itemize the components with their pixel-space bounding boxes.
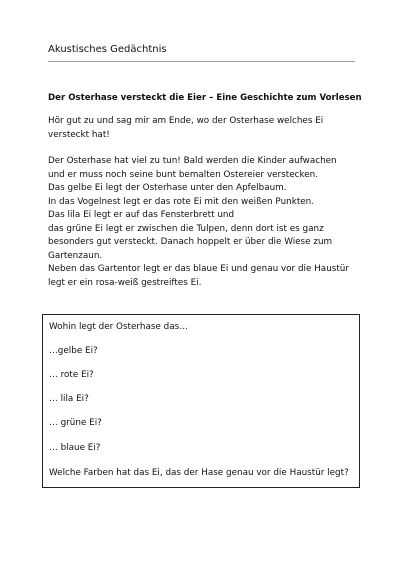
story-intro [48, 115, 358, 142]
quiz-item-gelb: …gelbe Ei? [49, 346, 98, 356]
story-line: Das lila Ei legt er auf das Fensterbrett und [48, 210, 235, 220]
intro-line: Hör gut zu und sag mir am Ende, wo der Osterhase welches Ei [48, 116, 324, 126]
story-line: das grüne Ei legt er zwischen die Tulpen, denn dort ist es ganz [48, 223, 324, 234]
quiz-item-rot: … rote Ei? [49, 370, 94, 380]
story-line: Neben das Gartentor legt er das blaue Ei und genau vor die Haustür [48, 264, 349, 274]
intro-line: versteckt hat! [48, 129, 110, 140]
worksheet-header: Akustisches Gedächtnis [48, 44, 167, 55]
story-line: besonders gut versteckt. Danach hoppelt er über die Wiese zum [48, 237, 333, 247]
story-line: In das Vogelnest legt er das rote Ei mit den weißen Punkten. [48, 196, 315, 207]
story-body [48, 155, 368, 290]
story-line: legt er ein rosa-weiß gestreiftes Ei. [48, 277, 202, 288]
header-divider [48, 61, 355, 62]
quiz-item-farben: Welche Farben hat das Ei, das der Hase genau vor die Haustür legt? [49, 468, 349, 478]
story-line: und er muss noch seine bunt bemalten Ostereier verstecken. [48, 169, 319, 180]
quiz-item-gruen: … grüne Ei? [49, 418, 102, 428]
quiz-item-blau: … blaue Ei? [49, 443, 101, 453]
story-line: Der Osterhase hat viel zu tun! Bald werden die Kinder aufwachen [48, 156, 337, 166]
quiz-item-lila: … lila Ei? [49, 394, 89, 404]
quiz-question: Wohin legt der Osterhase das… [49, 322, 188, 332]
story-line: Gartenzaun. [48, 250, 103, 261]
story-line: Das gelbe Ei legt der Osterhase unter den Apfelbaum. [48, 183, 287, 193]
quiz-box [42, 314, 360, 488]
story-title: Der Osterhase versteckt die Eier – Eine Geschichte zum Vorlesen [48, 93, 362, 103]
